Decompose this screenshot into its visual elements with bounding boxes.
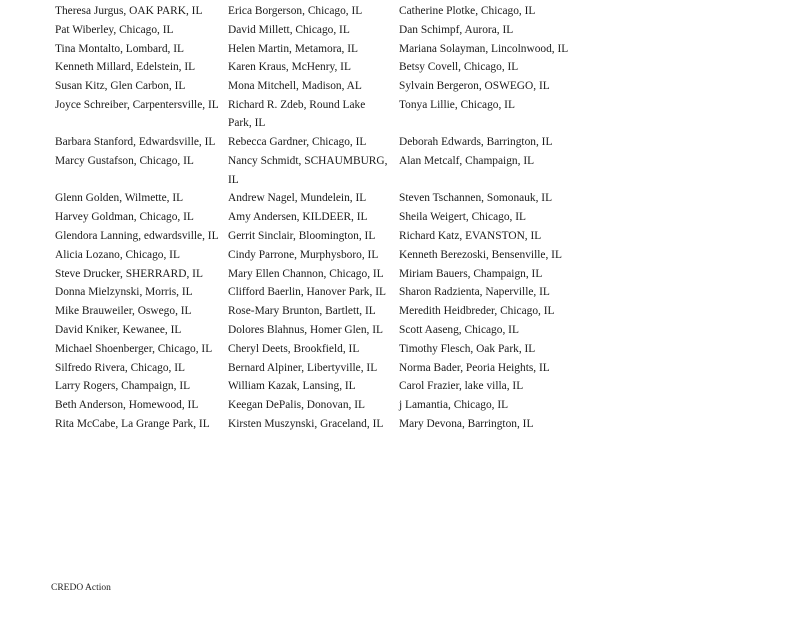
signer-name: Mary Ellen Channon, Chicago, IL <box>228 267 384 280</box>
table-row <box>51 21 579 40</box>
table-row <box>51 227 579 246</box>
signer-name: Cindy Parrone, Murphysboro, IL <box>228 248 379 261</box>
signer-name: Bernard Alpiner, Libertyville, IL <box>228 361 378 374</box>
table-row <box>51 415 579 434</box>
signer-name: Beth Anderson, Homewood, IL <box>55 399 199 412</box>
table-row <box>51 246 579 265</box>
signer-name: Steve Drucker, SHERRARD, IL <box>55 267 203 280</box>
signer-name: Meredith Heidbreder, Chicago, IL <box>399 305 555 318</box>
signer-name: Richard Katz, EVANSTON, IL <box>399 229 542 242</box>
signer-name: Donna Mielzynski, Morris, IL <box>55 286 193 299</box>
signer-name: David Kniker, Kewanee, IL <box>55 323 182 336</box>
table-row <box>51 133 579 152</box>
signer-name: Theresa Jurgus, OAK PARK, IL <box>55 5 203 17</box>
signer-name: Norma Bader, Peoria Heights, IL <box>399 361 550 374</box>
table-row <box>51 377 579 396</box>
table-row <box>51 189 579 208</box>
signer-name: Susan Kitz, Glen Carbon, IL <box>55 80 186 93</box>
signer-name: Marcy Gustafson, Chicago, IL <box>55 155 194 168</box>
signer-name: Catherine Plotke, Chicago, IL <box>399 5 536 17</box>
table-row <box>51 40 579 59</box>
signer-name: Rita McCabe, La Grange Park, IL <box>55 417 210 430</box>
table-row <box>51 283 579 302</box>
signers-table <box>51 2 579 434</box>
table-row <box>51 2 579 21</box>
signer-name: Mona Mitchell, Madison, AL <box>228 80 362 93</box>
signer-name: Gerrit Sinclair, Bloomington, IL <box>228 229 376 242</box>
signer-name: Nancy Schmidt, SCHAUMBURG, IL <box>228 155 388 186</box>
table-row <box>51 340 579 359</box>
signer-name: j Lamantia, Chicago, IL <box>399 399 509 412</box>
signer-name: Dan Schimpf, Aurora, IL <box>399 23 514 36</box>
signer-name: Betsy Covell, Chicago, IL <box>399 61 519 74</box>
signer-name: Pat Wiberley, Chicago, IL <box>55 23 174 36</box>
signer-name: Amy Andersen, KILDEER, IL <box>228 211 368 224</box>
signer-name: Keegan DePalis, Donovan, IL <box>228 399 365 412</box>
signer-name: Andrew Nagel, Mundelein, IL <box>228 192 367 205</box>
signer-name: Kenneth Berezoski, Bensenville, IL <box>399 248 562 261</box>
signer-name: Alicia Lozano, Chicago, IL <box>55 248 180 261</box>
signer-name: Joyce Schreiber, Carpentersville, IL <box>55 98 219 111</box>
page-footer: CREDO Action <box>51 583 111 593</box>
signer-name: Silfredo Rivera, Chicago, IL <box>55 361 186 374</box>
table-row <box>51 321 579 340</box>
signer-name: Mariana Solayman, Lincolnwood, IL <box>399 42 569 55</box>
signer-name: Michael Shoenberger, Chicago, IL <box>55 342 213 355</box>
signer-name: Deborah Edwards, Barrington, IL <box>399 136 553 149</box>
signer-name: David Millett, Chicago, IL <box>228 23 350 36</box>
table-row <box>51 265 579 284</box>
signer-name: Clifford Baerlin, Hanover Park, IL <box>228 286 386 299</box>
signer-name: Harvey Goldman, Chicago, IL <box>55 211 194 224</box>
table-row <box>51 58 579 77</box>
signer-name: Tonya Lillie, Chicago, IL <box>399 98 515 111</box>
signer-name: Rose-Mary Brunton, Bartlett, IL <box>228 305 376 318</box>
signer-name: Glendora Lanning, edwardsville, IL <box>55 229 219 242</box>
signer-name: Sheila Weigert, Chicago, IL <box>399 211 526 224</box>
signer-name: Sharon Radzienta, Naperville, IL <box>399 286 550 299</box>
signer-name: Tina Montalto, Lombard, IL <box>55 42 184 55</box>
signer-name: Carol Frazier, lake villa, IL <box>399 380 524 393</box>
signer-name: Kenneth Millard, Edelstein, IL <box>55 61 196 74</box>
signer-name: Mike Brauweiler, Oswego, IL <box>55 305 192 318</box>
signer-name: Larry Rogers, Champaign, IL <box>55 380 191 393</box>
signer-name: Kirsten Muszynski, Graceland, IL <box>228 417 384 430</box>
table-row <box>51 96 579 133</box>
signer-name: Helen Martin, Metamora, IL <box>228 42 358 55</box>
signer-name: Richard R. Zdeb, Round Lake Park, IL <box>228 98 366 130</box>
signer-name: Alan Metcalf, Champaign, IL <box>399 155 535 168</box>
signer-name: Miriam Bauers, Champaign, IL <box>399 267 543 280</box>
signer-name: Scott Aaseng, Chicago, IL <box>399 323 519 336</box>
signer-name: William Kazak, Lansing, IL <box>228 380 356 393</box>
signer-name: Dolores Blahnus, Homer Glen, IL <box>228 323 384 336</box>
signer-name: Sylvain Bergeron, OSWEGO, IL <box>399 80 550 93</box>
signer-name: Cheryl Deets, Brookfield, IL <box>228 342 360 355</box>
signer-name: Timothy Flesch, Oak Park, IL <box>399 342 536 355</box>
table-row <box>51 302 579 321</box>
signer-name: Steven Tschannen, Somonauk, IL <box>399 192 553 205</box>
table-row <box>51 396 579 415</box>
table-row <box>51 208 579 227</box>
signer-name: Mary Devona, Barrington, IL <box>399 417 534 430</box>
signer-name: Karen Kraus, McHenry, IL <box>228 61 351 74</box>
signer-name: Rebecca Gardner, Chicago, IL <box>228 136 367 149</box>
signer-name: Glenn Golden, Wilmette, IL <box>55 192 184 205</box>
table-row <box>51 152 579 189</box>
signer-name: Erica Borgerson, Chicago, IL <box>228 5 363 17</box>
table-row <box>51 359 579 378</box>
table-row <box>51 77 579 96</box>
signer-name: Barbara Stanford, Edwardsville, IL <box>55 136 216 149</box>
